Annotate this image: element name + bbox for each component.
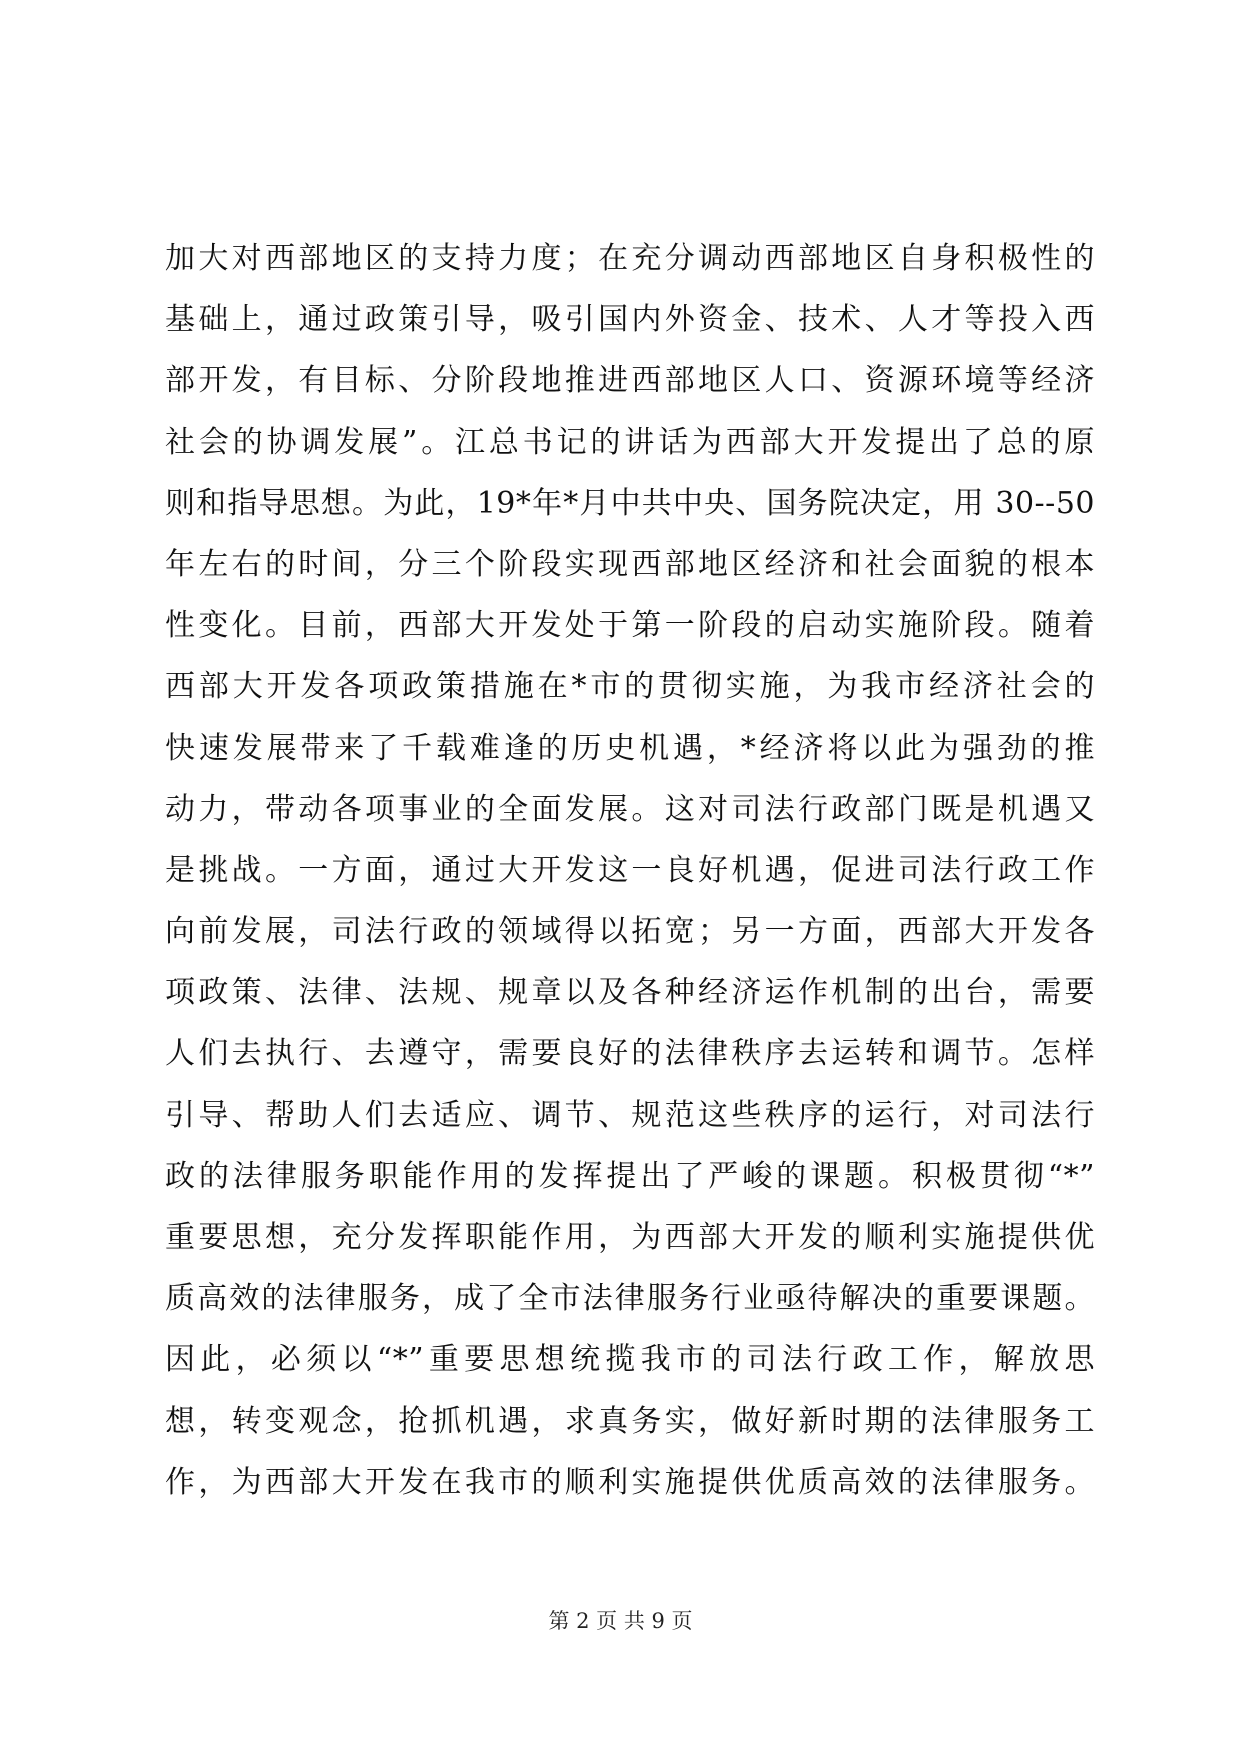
text-line: 性变化。目前，西部大开发处于第一阶段的启动实施阶段。随着 <box>165 608 1095 644</box>
text-line: 年左右的时间，分三个阶段实现西部地区经济和社会面貌的根本 <box>165 546 1095 582</box>
text-line: 向前发展，司法行政的领域得以拓宽；另一方面，西部大开发各 <box>165 914 1095 950</box>
text-line: 引导、帮助人们去适应、调节、规范这些秩序的运行，对司法行 <box>165 1097 1095 1133</box>
text-line: 项政策、法律、法规、规章以及各种经济运作机制的出台，需要 <box>165 975 1095 1011</box>
text-line: 社会的协调发展”。江总书记的讲话为西部大开发提出了总的原 <box>165 424 1095 460</box>
text-line: 是挑战。一方面，通过大开发这一良好机遇，促进司法行政工作 <box>165 852 1095 888</box>
text-line: 动力，带动各项事业的全面发展。这对司法行政部门既是机遇又 <box>165 791 1095 827</box>
text-line: 想，转变观念，抢抓机遇，求真务实，做好新时期的法律服务工 <box>165 1403 1095 1439</box>
text-line: 政的法律服务职能作用的发挥提出了严峻的课题。积极贯彻“*” <box>165 1158 1095 1194</box>
text-line: 部开发，有目标、分阶段地推进西部地区人口、资源环境等经济 <box>165 363 1095 399</box>
page-number-footer: 第 2 页 共 9 页 <box>548 1609 693 1633</box>
text-line: 作，为西部大开发在我市的顺利实施提供优质高效的法律服务。 <box>165 1464 1095 1500</box>
text-line: 因此，必须以“*”重要思想统揽我市的司法行政工作，解放思 <box>165 1342 1095 1378</box>
body-paragraph <box>165 228 1095 1513</box>
text-line: 西部大开发各项政策措施在*市的贯彻实施，为我市经济社会的 <box>165 669 1095 705</box>
text-line: 则和指导思想。为此，19*年*月中共中央、国务院决定，用 30--50 <box>165 485 1095 521</box>
text-line: 快速发展带来了千载难逢的历史机遇，*经济将以此为强劲的推 <box>165 730 1095 766</box>
text-line: 重要思想，充分发挥职能作用，为西部大开发的顺利实施提供优 <box>165 1220 1095 1255</box>
text-line: 人们去执行、去遵守，需要良好的法律秩序去运转和调节。怎样 <box>165 1036 1095 1072</box>
text-line: 质高效的法律服务，成了全市法律服务行业亟待解决的重要课题。 <box>165 1281 1095 1317</box>
text-line: 加大对西部地区的支持力度；在充分调动西部地区自身积极性的 <box>165 241 1095 276</box>
text-line: 基础上，通过政策引导，吸引国内外资金、技术、人才等投入西 <box>165 302 1095 338</box>
